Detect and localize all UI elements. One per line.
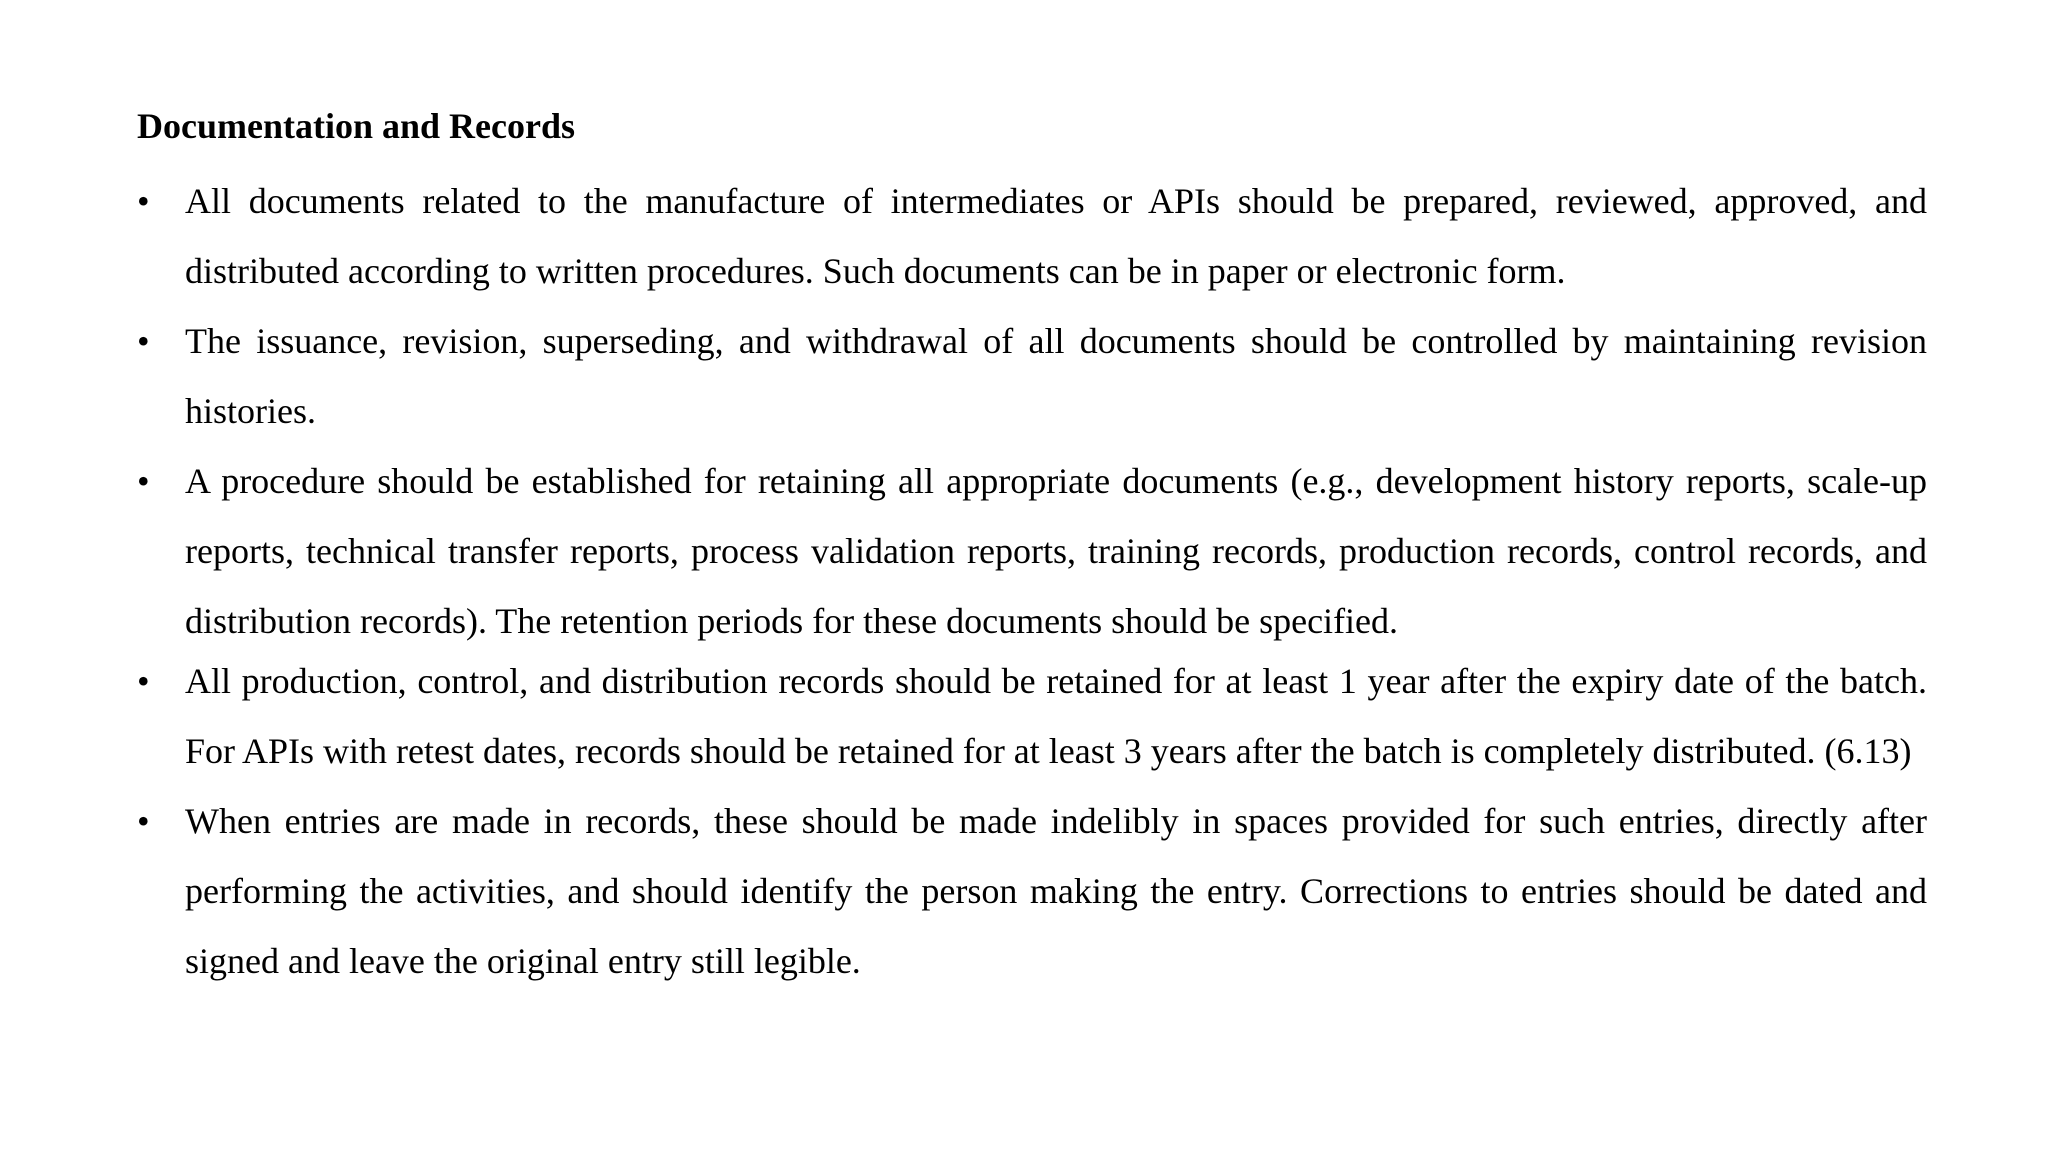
list-item bbox=[137, 786, 1927, 996]
bullet-icon: • bbox=[137, 181, 150, 221]
list-item-text: A procedure should be established for retaining all appropriate documents (e.g., development history reports, scale-up reports, technical transfer reports, process validation reports, training records, production records, control records, and distribution records). The retention periods for these documents should be specified. bbox=[185, 461, 1927, 641]
list-item bbox=[137, 166, 1927, 306]
document-page bbox=[137, 100, 1927, 996]
section-heading: Documentation and Records bbox=[137, 106, 575, 146]
bullet-icon: • bbox=[137, 461, 150, 501]
bullet-icon: • bbox=[137, 801, 150, 841]
list-item bbox=[137, 646, 1927, 786]
bullet-icon: • bbox=[137, 321, 150, 361]
list-item-text: The issuance, revision, superseding, and withdrawal of all documents should be controlled by maintaining revision histories. bbox=[185, 321, 1927, 431]
list-item bbox=[137, 446, 1927, 656]
bullet-icon: • bbox=[137, 661, 150, 701]
list-item-text: All production, control, and distribution records should be retained for at least 1 year after the expiry date of the batch. For APIs with retest dates, records should be retained for at least 3 years after the batch is completely distributed. (6.13) bbox=[185, 661, 1927, 771]
bullet-list bbox=[137, 166, 1927, 996]
list-item-text: When entries are made in records, these should be made indelibly in spaces provided for such entries, directly after performing the activities, and should identify the person making the entry. Corrections to entries should be dated and signed and leave the original entry still legible. bbox=[185, 801, 1927, 981]
list-item-text: All documents related to the manufacture of intermediates or APIs should be prepared, reviewed, approved, and distributed according to written procedures. Such documents can be in paper or electronic form. bbox=[185, 181, 1927, 291]
list-item bbox=[137, 306, 1927, 446]
